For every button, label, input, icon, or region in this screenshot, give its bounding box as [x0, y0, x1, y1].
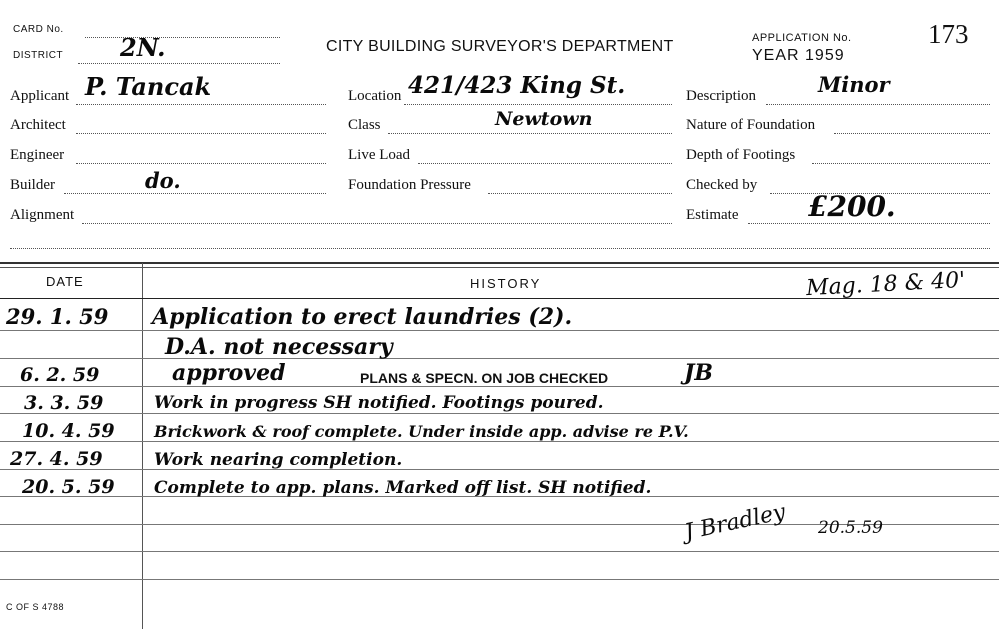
rule — [0, 551, 999, 552]
history-top-rule — [0, 262, 999, 264]
builder-line — [64, 193, 326, 194]
foundation-pressure-label: Foundation Pressure — [348, 177, 471, 193]
blank-line — [10, 248, 990, 249]
builder-value: do. — [145, 168, 181, 193]
description-label: Description — [686, 88, 756, 104]
class-label: Class — [348, 117, 381, 133]
rule — [0, 330, 999, 331]
history-entry: approved — [172, 360, 286, 386]
estimate-line — [748, 223, 990, 224]
rule — [0, 298, 999, 299]
history-top-rule-2 — [0, 267, 999, 268]
engineer-label: Engineer — [10, 147, 65, 163]
history-date: 6. 2. 59 — [20, 364, 100, 386]
estimate-label: Estimate — [686, 207, 739, 223]
live-load-line — [418, 163, 672, 164]
history-date: 27. 4. 59 — [10, 448, 103, 470]
nature-label: Nature of Foundation — [686, 117, 816, 133]
depth-label: Depth of Footings — [686, 147, 796, 163]
department-title: CITY BUILDING SURVEYOR'S DEPARTMENT — [326, 38, 674, 55]
district-line — [78, 63, 280, 64]
applicant-line — [76, 104, 326, 105]
plans-checked-stamp: PLANS & SPECN. ON JOB CHECKED — [360, 370, 609, 386]
rule — [0, 358, 999, 359]
class-value: Newtown — [495, 108, 593, 130]
signature: J Bradley — [682, 499, 788, 546]
rule — [0, 441, 999, 442]
nature-line — [834, 133, 990, 134]
history-date: 29. 1. 59 — [6, 304, 109, 329]
estimate-value: £200. — [808, 190, 896, 223]
location-line — [404, 104, 672, 105]
checked-initials: JB — [684, 360, 714, 386]
alignment-line — [82, 223, 672, 224]
date-header: DATE — [46, 274, 84, 289]
history-header: HISTORY — [470, 276, 542, 291]
corner-note: Mag. 18 & 40' — [805, 267, 966, 302]
engineer-line — [76, 163, 326, 164]
history-date: 20. 5. 59 — [22, 476, 115, 498]
rule — [0, 386, 999, 387]
history-date: 3. 3. 59 — [24, 392, 104, 414]
application-no-value: 173 — [928, 19, 969, 49]
rule — [0, 469, 999, 470]
foundation-pressure-line — [488, 193, 672, 194]
application-no-label: APPLICATION No. — [752, 32, 852, 44]
checked-label: Checked by — [686, 177, 758, 193]
builder-label: Builder — [10, 177, 55, 193]
history-entry: Work in progress SH notified. Footings poured. — [154, 393, 604, 413]
depth-line — [812, 163, 990, 164]
description-value: Minor — [818, 72, 890, 97]
history-entry: D.A. not necessary — [165, 334, 393, 360]
rule — [0, 579, 999, 580]
history-entry: Work nearing completion. — [154, 450, 403, 470]
date-column-divider — [142, 263, 143, 629]
location-label: Location — [348, 88, 402, 104]
history-entry: Application to erect laundries (2). — [152, 304, 573, 330]
card-no-line — [85, 37, 280, 38]
form-code: C OF S 4788 — [6, 602, 65, 612]
district-label: DISTRICT — [13, 50, 64, 61]
signature-date: 20.5.59 — [818, 518, 883, 538]
district-value: 2N. — [120, 33, 166, 62]
history-entry: Complete to app. plans. Marked off list. SH notified. — [154, 478, 652, 498]
year-label: YEAR 1959 — [752, 47, 845, 64]
history-date: 10. 4. 59 — [22, 420, 115, 442]
architect-line — [76, 133, 326, 134]
description-line — [766, 104, 990, 105]
rule — [0, 413, 999, 414]
applicant-value: P. Tancak — [85, 72, 212, 101]
class-line — [388, 133, 672, 134]
location-value: 421/423 King St. — [408, 72, 626, 99]
applicant-label: Applicant — [10, 88, 70, 104]
live-load-label: Live Load — [348, 147, 411, 163]
card-no-label: CARD No. — [13, 24, 64, 35]
history-entry: Brickwork & roof complete. Under inside app. advise re P.V. — [154, 422, 689, 441]
architect-label: Architect — [10, 117, 66, 133]
alignment-label: Alignment — [10, 207, 75, 223]
